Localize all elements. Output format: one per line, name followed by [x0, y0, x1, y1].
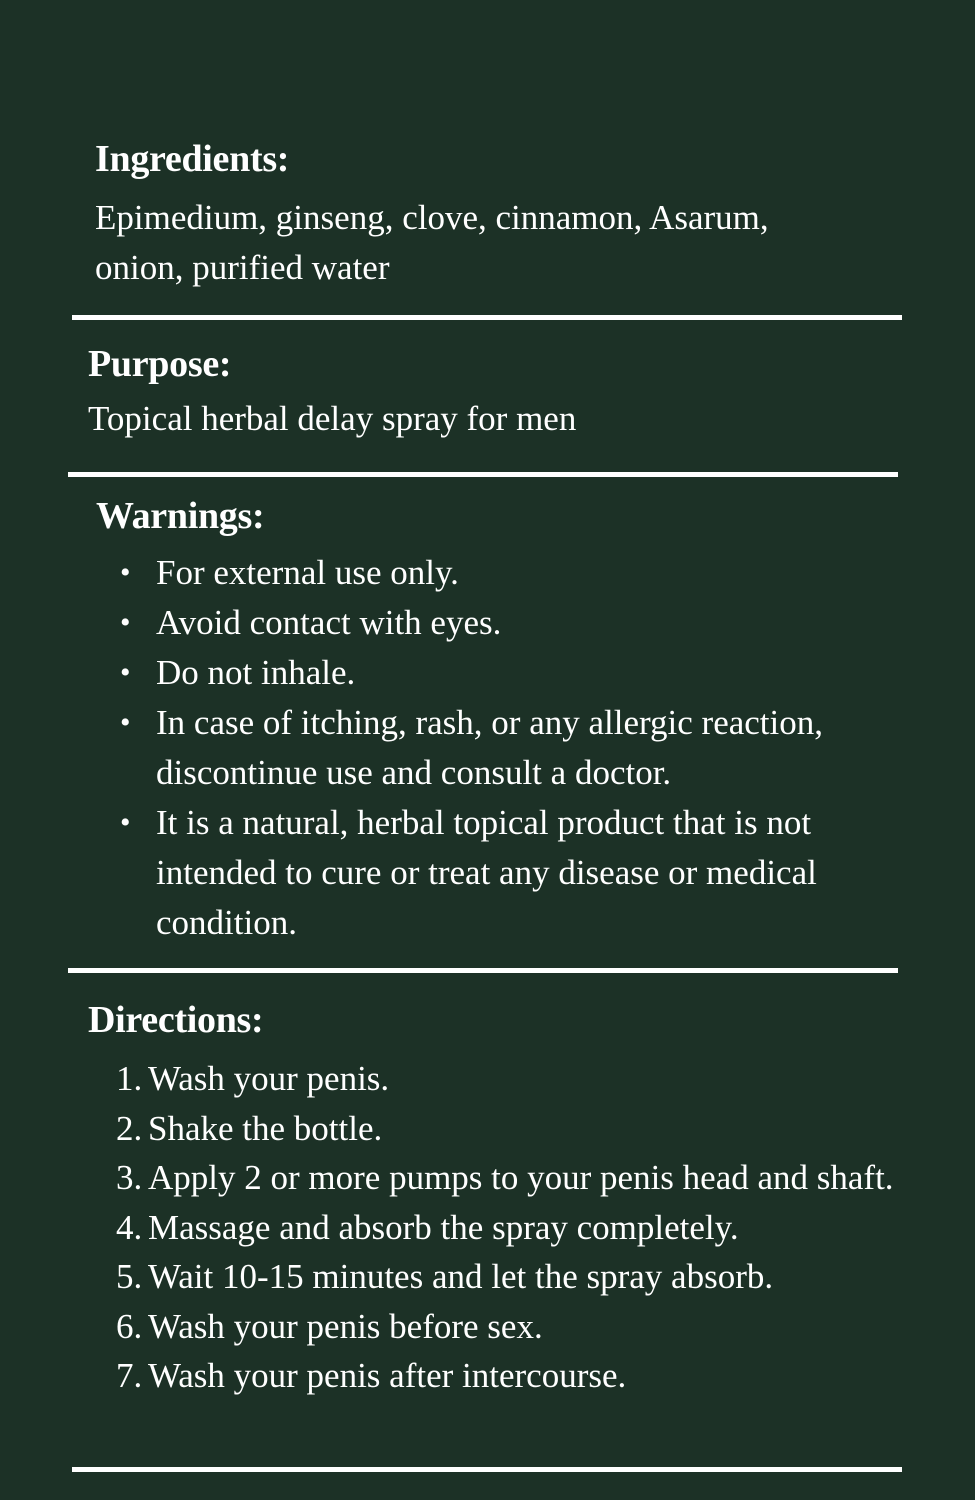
step-text: Wash your penis. [148, 1059, 390, 1098]
step-text: Wait 10-15 minutes and let the spray absorb. [148, 1257, 774, 1296]
step-number: 4. [116, 1207, 143, 1247]
divider [68, 968, 898, 973]
ingredients-heading: Ingredients: [95, 138, 290, 180]
step-number: 1. [116, 1059, 143, 1098]
bullet-dot-icon: • [120, 706, 131, 739]
bullet-dot-icon: • [120, 556, 131, 589]
directions-section [88, 998, 918, 1401]
divider [72, 1467, 902, 1472]
bullet-dot-icon: • [120, 606, 131, 639]
step-number: 5. [116, 1257, 143, 1296]
list-item [96, 648, 926, 698]
warnings-section [96, 494, 926, 948]
warning-text: Do not inhale. [156, 653, 356, 692]
step-text: Shake the bottle. [148, 1108, 383, 1148]
bullet-dot-icon: • [120, 806, 131, 839]
list-item [88, 1351, 918, 1401]
list-item [88, 1054, 918, 1104]
list-item [96, 548, 926, 598]
step-number: 6. [116, 1306, 143, 1346]
list-item [96, 798, 926, 948]
ingredients-line-2: onion, purified water [95, 248, 390, 287]
divider [72, 315, 902, 320]
directions-list [88, 1054, 918, 1401]
warning-text: Avoid contact with eyes. [156, 603, 502, 642]
step-number: 7. [116, 1356, 143, 1395]
warnings-list [96, 548, 926, 948]
purpose-heading: Purpose: [88, 343, 232, 385]
bullet-dot-icon: • [120, 656, 131, 689]
step-number: 3. [116, 1158, 143, 1197]
list-item [96, 698, 926, 798]
purpose-text: Topical herbal delay spray for men [88, 399, 577, 438]
list-item [88, 1203, 918, 1253]
step-text: Wash your penis before sex. [148, 1306, 543, 1346]
ingredients-section [95, 137, 915, 293]
list-item [88, 1302, 918, 1352]
ingredients-line-1: Epimedium, ginseng, clove, cinnamon, Asarum, [95, 198, 769, 237]
warnings-heading: Warnings: [96, 495, 265, 537]
warning-text: For external use only. [156, 553, 459, 592]
step-text: Apply 2 or more pumps to your penis head and shaft. [148, 1158, 894, 1197]
step-text: Wash your penis after intercourse. [148, 1356, 627, 1395]
list-item [88, 1153, 918, 1203]
list-item [88, 1252, 918, 1302]
divider [68, 472, 898, 477]
step-text: Massage and absorb the spray completely. [148, 1207, 739, 1247]
step-number: 2. [116, 1108, 143, 1148]
directions-heading: Directions: [88, 999, 264, 1041]
list-item [96, 598, 926, 648]
warning-text: In case of itching, rash, or any allergic reaction, discontinue use and consult a doctor. [156, 703, 823, 792]
ingredients-text [95, 193, 915, 293]
warning-text: It is a natural, herbal topical product that is not intended to cure or treat any disease or medical condition. [156, 803, 817, 942]
purpose-section [88, 342, 908, 444]
list-item [88, 1104, 918, 1154]
